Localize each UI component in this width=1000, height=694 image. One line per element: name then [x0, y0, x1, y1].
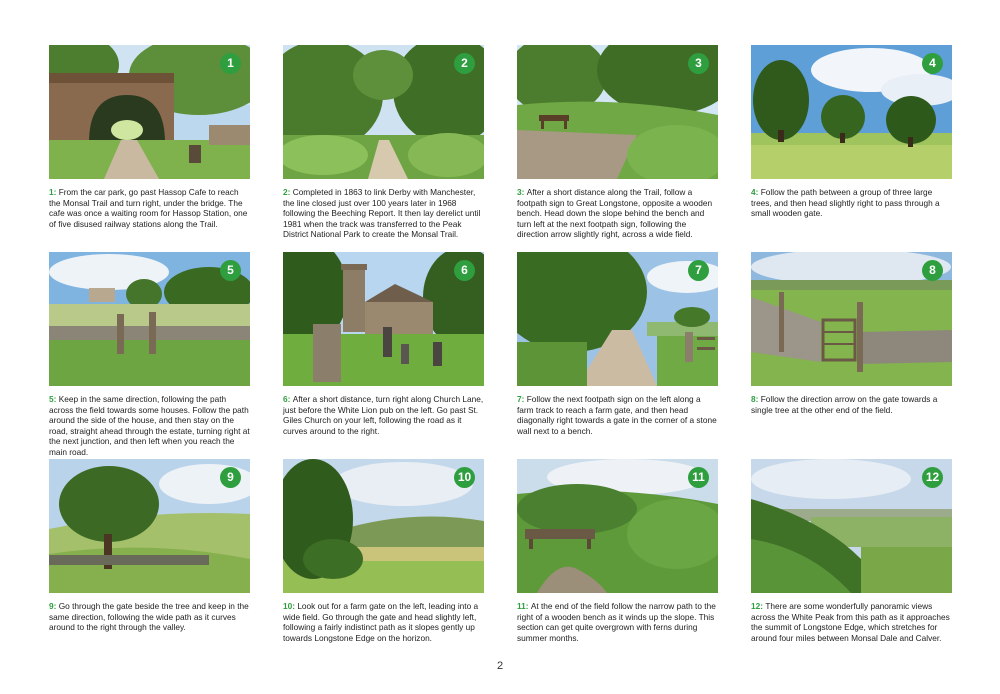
step-caption: 8: Follow the direction arrow on the gate towards a single tree at the other end of the field.: [751, 394, 938, 415]
step-7: [517, 252, 718, 459]
photo-stone-wall-gate: [751, 252, 952, 386]
step-caption: 9: Go through the gate beside the tree and keep in the same direction, following the wide path as it curves around to the right through the valley.: [49, 601, 249, 633]
step-caption: 2: Completed in 1863 to link Derby with Manchester, the line closed just over 100 years later in 1968 following the Beeching Report. It then lay derelict until 1981 when the track was transferred to the Peak District National Park to create the Monsal Trail.: [283, 187, 481, 240]
step-number: 5: [49, 394, 54, 404]
step-badge: 1: [220, 53, 241, 74]
step-5: [49, 252, 250, 459]
step-caption: 3: After a short distance along the Trail, follow a footpath sign to Great Longstone, opposite a wooden bench. Head down the slope behind the bench and turn left at the next footpath sign, following the direction arrow slightly right, across a wide field.: [517, 187, 713, 240]
step-badge: 11: [688, 467, 709, 488]
step-text: Follow the next footpath sign on the left along a farm track to reach a farm gate, and then head diagonally right towards a gate in the corner of a stone wall next to a bench.: [517, 394, 717, 436]
step-caption: 5: Keep in the same direction, following the path across the field towards some houses. Follow the path around the side of the house, and then stay on the road, straight ahead through the estate, turning right at the next junction, and then left when you reach the main road.: [49, 394, 250, 457]
step-number: 7: [517, 394, 522, 404]
step-badge: 10: [454, 467, 475, 488]
step-number: 8: [751, 394, 756, 404]
step-10: [283, 459, 484, 666]
step-number: 1: [49, 187, 54, 197]
step-caption: 1: From the car park, go past Hassop Cafe to reach the Monsal Trail and turn right, under the bridge. The cafe was once a waiting room for Hassop Station, one of five disused railway stations along the Trail.: [49, 187, 248, 229]
photo-panoramic-view: [751, 459, 952, 593]
step-badge: 5: [220, 260, 241, 281]
step-caption: 6: After a short distance, turn right along Church Lane, just before the White Lion pub on the left. Go past St. Giles Church on your left, following the road as it curves around to the right.: [283, 394, 484, 436]
step-number: 11: [517, 601, 526, 611]
step-caption: 11: At the end of the field follow the narrow path to the right of a wooden bench as it winds up the slope. This section can get quite overgrown with ferns during summer months.: [517, 601, 716, 643]
step-caption: 4: Follow the path between a group of three large trees, and then head slightly right to pass through a small wooden gate.: [751, 187, 940, 219]
step-text: From the car park, go past Hassop Cafe to reach the Monsal Trail and turn right, under the bridge. The cafe was once a waiting room for Hassop Station, one of five disused railway stations along the Trail.: [49, 187, 248, 229]
step-text: After a short distance along the Trail, follow a footpath sign to Great Longstone, opposite a wooden bench. Head down the slope behind the bench and turn left at the next footpath sign, following the direction arrow slightly right, across a wide field.: [517, 187, 713, 240]
step-badge: 8: [922, 260, 943, 281]
step-text: Go through the gate beside the tree and keep in the same direction, following the wide path as it curves around to the right through the valley.: [49, 601, 249, 633]
page-number: 2: [496, 660, 504, 672]
step-text: After a short distance, turn right along Church Lane, just before the White Lion pub on the left. Go past St. Giles Church on your left, following the road as it curves around to the right.: [283, 394, 484, 436]
step-badge: 12: [922, 467, 943, 488]
step-number: 4: [751, 187, 756, 197]
photo-monsal-trail: [283, 45, 484, 179]
photo-st-giles-church: [283, 252, 484, 386]
step-text: Follow the path between a group of three large trees, and then head slightly right to pass through a small wooden gate.: [751, 187, 940, 219]
step-badge: 3: [688, 53, 709, 74]
photo-farm-track: [517, 252, 718, 386]
photo-three-trees: [751, 45, 952, 179]
step-text: Look out for a farm gate on the left, leading into a wide field. Go through the gate and head slightly left, following a fairly indistinct path as it slopes gently up towards Longstone Edge on the horizon.: [283, 601, 479, 643]
step-9: [49, 459, 250, 666]
photo-bench-slope: [517, 45, 718, 179]
step-text: Follow the direction arrow on the gate towards a single tree at the other end of the field.: [751, 394, 938, 415]
step-number: 2: [283, 187, 288, 197]
step-text: Completed in 1863 to link Derby with Manchester, the line closed just over 100 years later in 1968 following the Beeching Report. It then lay derelict until 1981 when the track was transferred to the Peak District National Park to create the Monsal Trail.: [283, 187, 481, 240]
photo-wide-field: [283, 459, 484, 593]
step-12: [751, 459, 952, 666]
step-number: 3: [517, 187, 522, 197]
step-badge: 2: [454, 53, 475, 74]
step-1: [49, 45, 250, 252]
photo-railway-bridge: [49, 45, 250, 179]
step-number: 6: [283, 394, 288, 404]
photo-valley-tree: [49, 459, 250, 593]
step-badge: 7: [688, 260, 709, 281]
photo-field-houses: [49, 252, 250, 386]
walk-steps-grid: [49, 45, 951, 666]
step-text: At the end of the field follow the narrow path to the right of a wooden bench as it winds up the slope. This section can get quite overgrown with ferns during summer months.: [517, 601, 716, 643]
step-badge: 4: [922, 53, 943, 74]
step-number: 12: [751, 601, 761, 611]
step-4: [751, 45, 952, 252]
step-6: [283, 252, 484, 459]
step-text: There are some wonderfully panoramic views across the White Peak from this path as it approaches the summit of Longstone Edge, which stretches for around four miles between Monsal Dale and Calver.: [751, 601, 950, 643]
step-8: [751, 252, 952, 459]
step-caption: 12: There are some wonderfully panoramic views across the White Peak from this path as it approaches the summit of Longstone Edge, which stretches for around four miles between Monsal Dale and Calver.: [751, 601, 950, 643]
step-2: [283, 45, 484, 252]
photo-bench-ferns: [517, 459, 718, 593]
step-badge: 9: [220, 467, 241, 488]
step-caption: 10: Look out for a farm gate on the left, leading into a wide field. Go through the gate and head slightly left, following a fairly indistinct path as it slopes gently up towards Longstone Edge on the horizon.: [283, 601, 479, 643]
step-badge: 6: [454, 260, 475, 281]
step-3: [517, 45, 718, 252]
step-caption: 7: Follow the next footpath sign on the left along a farm track to reach a farm gate, and then head diagonally right towards a gate in the corner of a stone wall next to a bench.: [517, 394, 717, 436]
step-number: 9: [49, 601, 54, 611]
step-11: [517, 459, 718, 666]
step-text: Keep in the same direction, following the path across the field towards some houses. Follow the path around the side of the house, and then stay on the road, straight ahead through the estate, turning right at the next junction, and then left when you reach the main road.: [49, 394, 250, 457]
step-number: 10: [283, 601, 293, 611]
